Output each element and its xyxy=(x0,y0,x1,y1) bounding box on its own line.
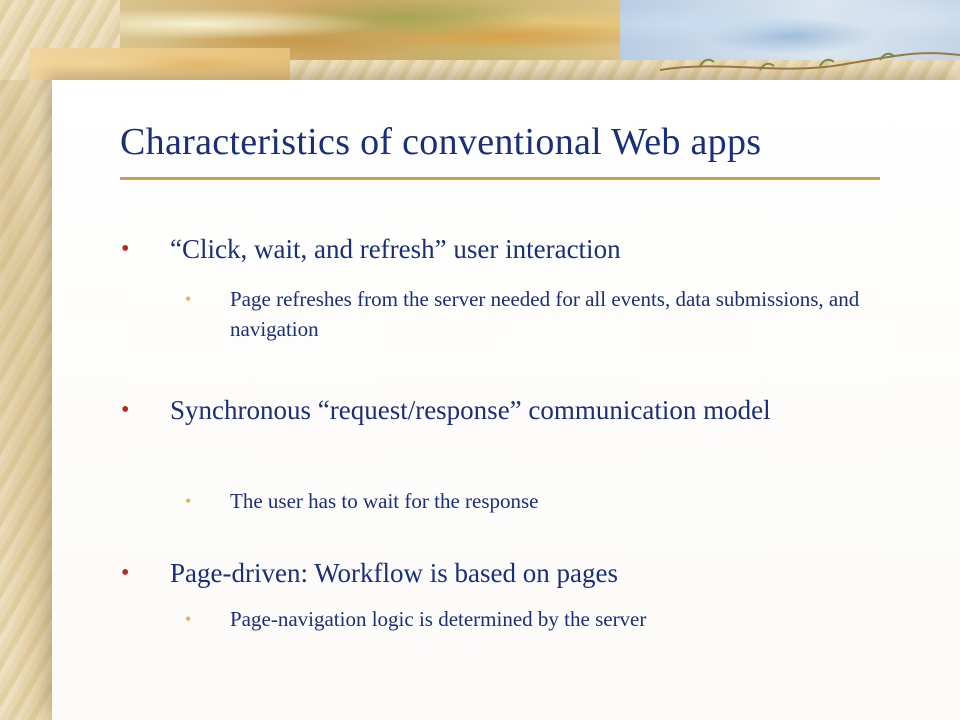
bullet-item: • Synchronous “request/response” communication model xyxy=(170,392,900,428)
parchment-border xyxy=(0,0,52,720)
slide-title: Characteristics of conventional Web apps xyxy=(120,121,762,163)
bullet-item: • Page-driven: Workflow is based on pages xyxy=(170,555,900,591)
leaves-image-lower xyxy=(30,48,290,80)
sub-bullet-item: • Page refreshes from the server needed for all events, data submissions, and navigation xyxy=(230,284,910,344)
sub-bullet-item: • Page-navigation logic is determined by the server xyxy=(230,604,910,634)
decorative-banner xyxy=(0,0,960,80)
sub-bullet-item: • The user has to wait for the response xyxy=(230,486,910,516)
vine-decoration xyxy=(660,30,960,80)
bullet-item: • “Click, wait, and refresh” user interaction xyxy=(170,231,730,267)
title-underline xyxy=(120,177,880,180)
